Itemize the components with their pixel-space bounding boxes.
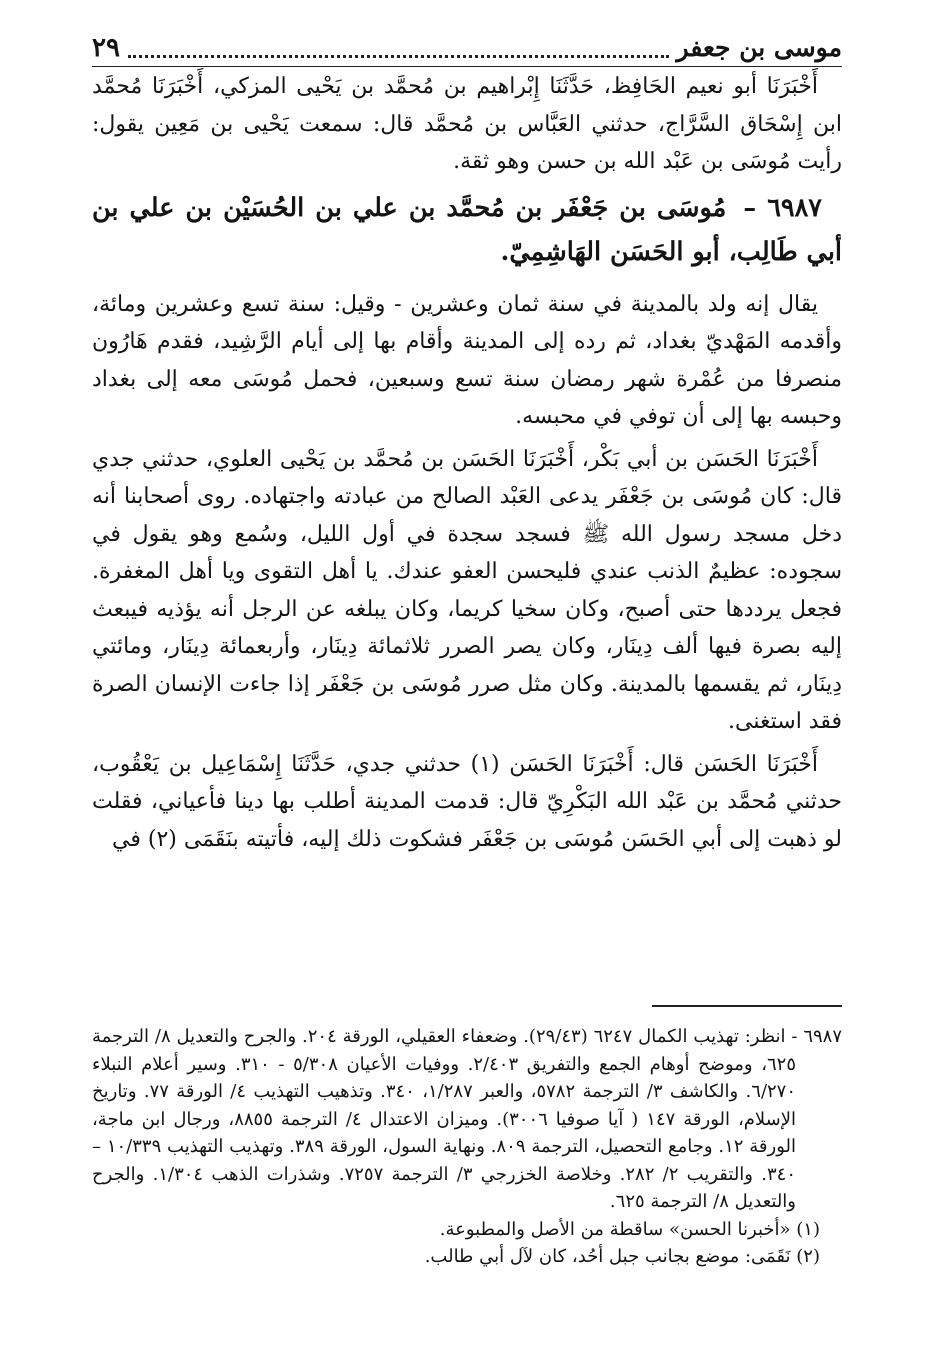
- paragraph-birth-and-life: يقال إنه ولد بالمدينة في سنة ثمان وعشرين - وقيل: سنة تسع وعشرين ومائة، وأقدمه المَهْديّ بغداد، ثم رده إلى المدينة وأقام بها إلى أيام الرَّشِيد، فقدم هَارُون منصرفا من عُمْرة شهر رمضان سنة تسع وسبعين، فحمل مُوسَى معه إلى بغداد وحبسه بها إلى أن توفي في محبسه.: [92, 291, 843, 429]
- main-text: [92, 68, 842, 858]
- page-header: [92, 26, 842, 67]
- header-dot-leader: [128, 55, 669, 58]
- footnote-1: (١) «أخبرنا الحسن» ساقطة من الأصل والمطبوعة.: [439, 1218, 820, 1240]
- paragraph-narration-3: أَخْبَرَنَا الحَسَن قال: أَخْبَرَنَا الحَسَن (١) حدثني جدي، حَدَّثَنَا إِسْمَاعِيل بن يَعْقُوب، حدثني مُحمَّد بن عَبْد الله البَكْرِيّ قال: قدمت المدينة أطلب بها دينا فأعياني، فقلت لو ذهبت إلى أبي الحَسَن مُوسَى بن جَعْفَر فشكوت ذلك إليه، فأتيته بنَقَمَى (٢) في: [92, 751, 842, 852]
- paragraph-narration-1: أَخْبَرَنَا أبو نعيم الحَافِظ، حَدَّثَنَا إِبْراهيم بن مُحمَّد بن يَحْيى المزكي، أَخْبَرَنَا مُحمَّد ابن إِسْحَاق السَّرَّاج، حدثني العَبَّاس بن مُحمَّد قال: سمعت يَحْيى بن مَعِين يقول: رأيت مُوسَى بن عَبْد الله بن حسن وهو ثقة.: [92, 74, 842, 174]
- page-number: ٢٩: [92, 33, 120, 63]
- entry-title: مُوسَى بن جَعْفَر بن مُحمَّد بن علي بن الحُسَيْن بن علي بن أبي طَالِب، أبو الحَسَن الهَاشِمِيّ.: [92, 192, 842, 267]
- footnote-separator: [652, 1005, 842, 1007]
- entry-number: ٦٩٨٧ –: [743, 192, 822, 223]
- footnote-2: (٢) نَقَمَى: موضع بجانب جبل أحُد، كان لآل أبي طالب.: [424, 1246, 820, 1267]
- footnote-sources: ٦٩٨٧ - انظر: تهذيب الكمال ٦٢٤٧ (٢٩/٤٣). وضعفاء العقيلي، الورقة ٢٠٤. والجرح والتعديل ٨/ الترجمة ٦٢٥، وموضح أوهام الجمع والتفريق ٢/٤٠٣. ووفيات الأعيان ٥/٣٠٨ - ٣١٠. وسير أعلام النبلاء ٦/٢٧٠. والكاشف ٣/ الترجمة ٥٧٨٢، والعبر ١/٢٨٧، ٣٤٠. وتذهيب التهذيب ٤/ الورقة ٧٧. وتاريخ الإسلام، الورقة ١٤٧ ( آيا صوفيا ٣٠٠٦). وميزان الاعتدال ٤/ الترجمة ٨٨٥٥، ورجال ابن ماجة، الورقة ١٢. وجامع التحصيل، الترجمة ٨٠٩. ونهاية السول، الورقة ٣٨٩. وتهذيب التهذيب ١٠/٣٣٩ – ٣٤٠. والتقريب ٢/ ٢٨٢. وخلاصة الخزرجي ٣/ الترجمة ٧٢٥٧. وشذرات الذهب ١/٣٠٤. والجرح والتعديل ٨/ الترجمة ٦٢٥.: [92, 1026, 843, 1212]
- footnotes: [92, 1023, 842, 1271]
- running-title: موسى بن جعفر: [676, 33, 842, 62]
- biography-entry-heading: [92, 186, 842, 274]
- paragraph-narration-2: أَخْبَرَنَا الحَسَن بن أبي بَكْر، أَخْبَرَنَا الحَسَن بن مُحمَّد بن يَحْيى العلوي، حدثني جدي قال: كان مُوسَى بن جَعْفَر يدعى العَبْد الصالح من عبادته واجتهاده. روى أصحابنا أنه دخل مسجد رسول الله ﷺ فسجد سجدة في أول الليل، وسُمع وهو يقول في سجوده: عظيمٌ الذنب عندي فليحسن العفو عندك. يا أهل التقوى ويا أهل المغفرة. فجعل يرددها حتى أصبح، وكان سخيا كريما، وكان يبلغه عن الرجل أنه يؤذيه فيبعث إليه بصرة فيها ألف دِينَار، وكان يصر الصرر ثلاثمائة دِينَار، وأربعمائة دِينَار، ومائتي دِينَار، ثم يقسمها بالمدينة. وكان مثل صرر مُوسَى بن جَعْفَر إذا جاءت الإنسان الصرة فقد استغنى.: [92, 446, 842, 734]
